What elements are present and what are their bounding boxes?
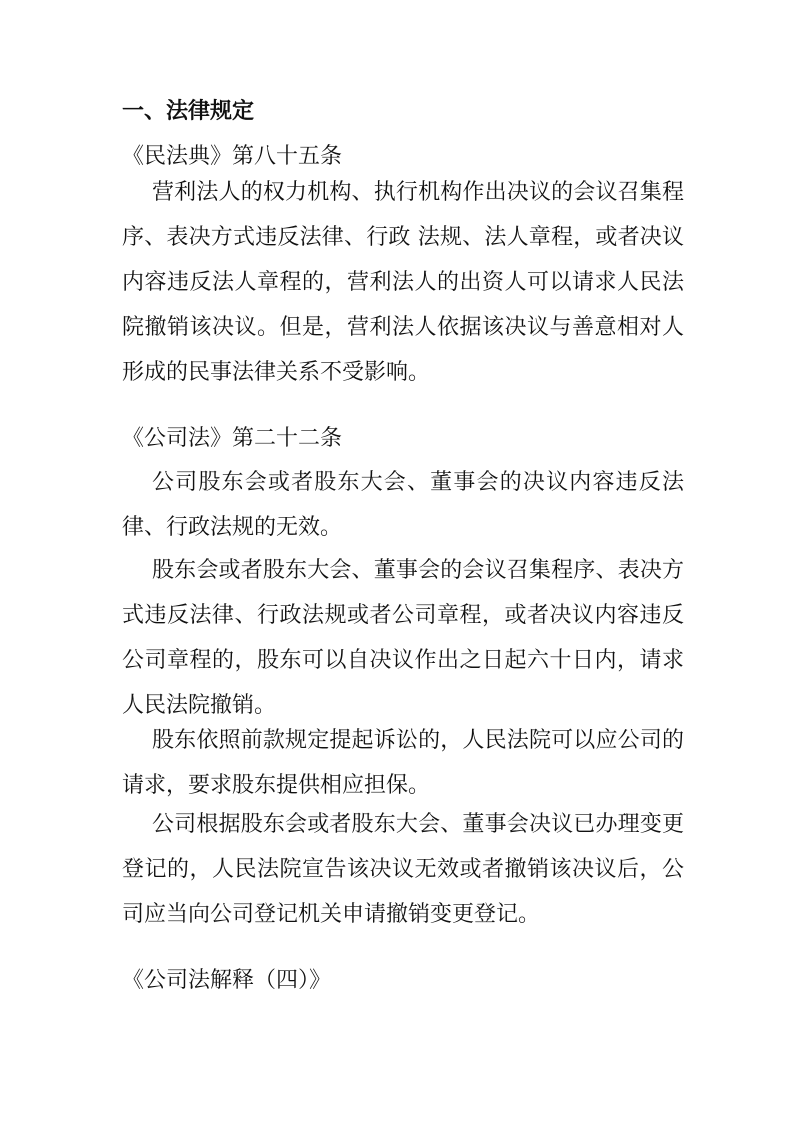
law-title-civil-code-art85: 《民法典》第八十五条 (122, 144, 343, 169)
paragraph-company-law-art22-4: 公司根据股东会或者股东大会、董事会决议已办理变更登记的，人民法院宣告该决议无效或者撤销该决议后，公司应当向公司登记机关申请撤销变更登记。 (122, 812, 684, 927)
paragraph-company-law-art22-2: 股东会或者股东大会、董事会的会议召集程序、表决方式违反法律、行政法规或者公司章程，或者决议内容违反公司章程的，股东可以自决议作出之日起六十日内，请求人民法院撤销。 (122, 558, 684, 718)
law-title-company-law-art22: 《公司法》第二十二条 (122, 426, 343, 451)
paragraph-civil-code-art85: 营利法人的权力机构、执行机构作出决议的会议召集程序、表决方式违反法律、行政 法规、法人章程，或者决议内容违反法人章程的，营利法人的出资人可以请求人民法院撤销该决议。但是，营利法人依据该决议与善意相对人形成的民事法律关系不受影响。 (122, 180, 684, 385)
law-title-company-law-interpretation-4: 《公司法解释（四）》 (122, 968, 332, 993)
section-heading: 一、法律规定 (122, 98, 255, 124)
paragraph-company-law-art22-3: 股东依照前款规定提起诉讼的，人民法院可以应公司的请求，要求股东提供相应担保。 (122, 728, 684, 798)
paragraph-company-law-art22-1: 公司股东会或者股东大会、董事会的决议内容违反法律、行政法规的无效。 (122, 470, 684, 540)
